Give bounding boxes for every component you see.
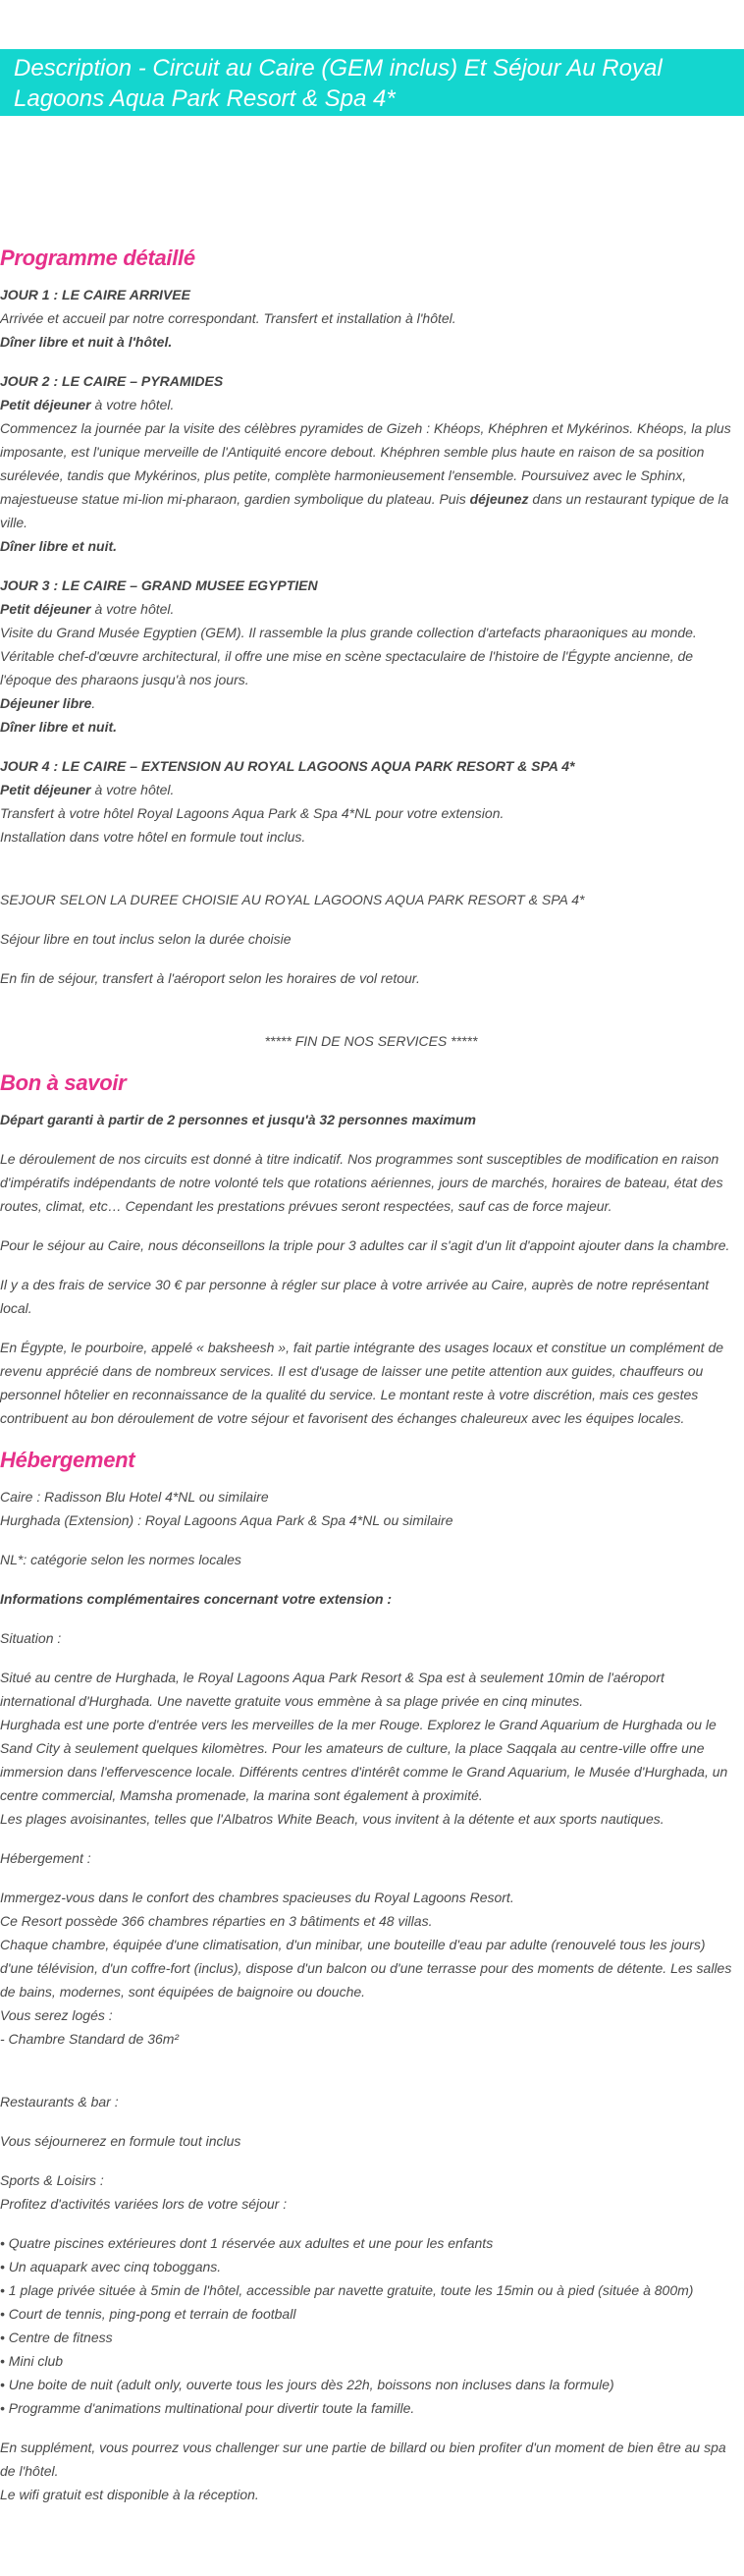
supplement-block (0, 2436, 742, 2506)
programme-heading: Programme détaillé (0, 246, 195, 270)
sports-block (0, 2168, 742, 2216)
day-4 (0, 754, 742, 849)
list-item: • Mini club (0, 2353, 64, 2369)
hotel-line: Caire : Radisson Blu Hotel 4*NL ou similaire (0, 1489, 269, 1505)
day-title: JOUR 4 : LE CAIRE – EXTENSION AU ROYAL LAGOONS AQUA PARK RESORT & SPA 4* (0, 758, 575, 774)
supplement-line: Le wifi gratuit est disponible à la réception. (0, 2487, 259, 2502)
bon-a-savoir-heading: Bon à savoir (0, 1070, 127, 1095)
heb-line: Immergez-vous dans le confort des chambres spacieuses du Royal Lagoons Resort. (0, 1890, 514, 1905)
day-line (0, 416, 742, 534)
day-2 (0, 369, 742, 558)
depart-garanti: Départ garanti à partir de 2 personnes et jusqu'à 32 personnes maximum (0, 1112, 476, 1127)
sports-list (0, 2231, 742, 2420)
day-line: Installation dans votre hôtel en formule tout inclus. (0, 829, 306, 845)
day-line-bold: Petit déjeuner (0, 782, 91, 797)
situation-line: Hurghada est une porte d'entrée vers les merveilles de la mer Rouge. Explorez le Grand Aquarium de Hurghada ou le Sand City à seulement quelques kilomètres. Pour les amateurs de culture, la place Saqqala au centre-ville offre une immersion dans l'effervescence locale. Différents centres d'intérêt comme le Grand Aquarium, le Musée d'Hurghada, un centre commercial, Mamsha promenade, la marina sont également à proximité. (0, 1717, 728, 1803)
day-line (0, 691, 742, 715)
day-line-bold: Petit déjeuner (0, 397, 91, 412)
fin-services: ***** FIN DE NOS SERVICES ***** (264, 1033, 478, 1049)
list-item: • Une boite de nuit (adult only, ouverte tous les jours dès 22h, boissons non incluses dans la formule) (0, 2377, 614, 2392)
day-line-bold: déjeunez (469, 491, 529, 507)
hotel-line: Hurghada (Extension) : Royal Lagoons Aqua Park & Spa 4*NL ou similaire (0, 1512, 453, 1528)
list-item: • Programme d'animations multinational pour divertir toute la famille. (0, 2400, 415, 2416)
day-line-bold: Dîner libre et nuit. (0, 719, 118, 735)
situation-label: Situation : (0, 1630, 62, 1646)
day-line: Visite du Grand Musée Egyptien (GEM). Il rassemble la plus grande collection d'artefacts pharaoniques au monde. Véritable chef-d'œuvre architectural, il offre une mise en scène spectaculaire de l'histoire de l'Égypte ancienne, de l'époque des pharaons jusqu'à nos jours. (0, 625, 697, 687)
restaurants-text: Vous séjournerez en formule tout inclus (0, 2133, 241, 2149)
day-line-bold: Déjeuner libre (0, 695, 92, 711)
nl-note: NL*: catégorie selon les normes locales (0, 1552, 241, 1567)
heb-line: Ce Resort possède 366 chambres réparties en 3 bâtiments et 48 villas. (0, 1913, 433, 1929)
day-title: JOUR 1 : LE CAIRE ARRIVEE (0, 287, 190, 302)
supplement-line: En supplément, vous pourrez vous challenger sur une partie de billard ou bien profiter d'un moment de bien être au spa de l'hôtel. (0, 2439, 726, 2479)
title-banner (0, 49, 744, 116)
heb-block (0, 1886, 742, 2051)
list-item: • Centre de fitness (0, 2329, 113, 2345)
situation-block (0, 1666, 742, 1831)
situation-line: Les plages avoisinantes, telles que l'Albatros White Beach, vous invitent à la détente et aux sports nautiques. (0, 1811, 664, 1827)
end-text: En fin de séjour, transfert à l'aéroport selon les horaires de vol retour. (0, 970, 420, 986)
day-line-rest: à votre hôtel. (90, 782, 175, 797)
hotel-list (0, 1485, 742, 1532)
info-paragraph: Il y a des frais de service 30 € par personne à régler sur place à votre arrivée au Caire, auprès de notre représentant local. (0, 1277, 710, 1316)
info-paragraph: Pour le séjour au Caire, nous déconseillons la triple pour 3 adultes car il s'agit d'un lit d'appoint ajouter dans la chambre. (0, 1237, 730, 1253)
sejour-title: SEJOUR SELON LA DUREE CHOISIE AU ROYAL LAGOONS AQUA PARK RESORT & SPA 4* (0, 892, 585, 907)
day-3 (0, 574, 742, 739)
list-item: • Quatre piscines extérieures dont 1 réservée aux adultes et une pour les enfants (0, 2235, 494, 2251)
day-line-rest: à votre hôtel. (90, 397, 175, 412)
info-paragraph: Le déroulement de nos circuits est donné à titre indicatif. Nos programmes sont susceptibles de modification en raison d'impératifs indépendants de notre volonté tels que rotations aériennes, jours de marchés, horaires de bateau, état des routes, climat, etc… Cependant les prestations prévues seront respectées, sauf cas de force majeur. (0, 1151, 723, 1214)
day-line (0, 778, 742, 801)
day-line-bold: Dîner libre et nuit à l'hôtel. (0, 334, 173, 350)
content-area (0, 244, 742, 2506)
situation-line: Situé au centre de Hurghada, le Royal Lagoons Aqua Park Resort & Spa est à seulement 10min de l'aéroport international d'Hurghada. Une navette gratuite vous emmène à sa plage privée en cinq minutes. (0, 1670, 664, 1709)
info-paragraph: En Égypte, le pourboire, appelé « baksheesh », fait partie intégrante des usages locaux et constitue un complément de revenu apprécié dans de nombreux services. Il est d'usage de laisser une petite attention aux guides, chauffeurs ou personnel hôtelier en reconnaissance de la qualité du service. Le montant reste à votre discrétion, mais ces gestes contribuent au bon déroulement de votre séjour et favorisent des échanges chaleureux avec les équipes locales. (0, 1340, 724, 1426)
day-line (0, 393, 742, 416)
heb-line: - Chambre Standard de 36m² (0, 2031, 180, 2047)
day-line-text: Commencez la journée par la visite des célèbres pyramides de Gizeh : Khéops, Khéphren et Mykérinos. Khéops, la plus imposante, est l'unique merveille de l'Antiquité encore debout. Khéphren semble plus haute en raison de sa position surélevée, tandis que Mykérinos, plus petite, complète harmonieusement l'ensemble. Poursuivez avec le Sphinx, majestueuse statue mi-lion mi-pharaon, gardien symbolique du plateau. Puis (0, 420, 731, 507)
list-item: • 1 plage privée située à 5min de l'hôtel, accessible par navette gratuite, toute les 15min ou à pied (située à 800m) (0, 2282, 694, 2298)
sports-intro: Profitez d'activités variées lors de votre séjour : (0, 2196, 288, 2212)
sports-label: Sports & Loisirs : (0, 2172, 104, 2188)
info-title: Informations complémentaires concernant votre extension : (0, 1591, 393, 1607)
hebergement-heading: Hébergement (0, 1448, 135, 1472)
page-title: Description - Circuit au Caire (GEM inclus) Et Séjour Au Royal Lagoons Aqua Park Resort & Spa 4* (14, 55, 663, 112)
list-item: • Un aquapark avec cinq toboggans. (0, 2259, 222, 2275)
heb-label: Hébergement : (0, 1850, 91, 1866)
day-line: Arrivée et accueil par notre correspondant. Transfert et installation à l'hôtel. (0, 310, 456, 326)
day-line-rest: à votre hôtel. (90, 601, 175, 617)
day-title: JOUR 2 : LE CAIRE – PYRAMIDES (0, 373, 224, 389)
day-line (0, 597, 742, 621)
day-title: JOUR 3 : LE CAIRE – GRAND MUSEE EGYPTIEN (0, 577, 318, 593)
list-item: • Court de tennis, ping-pong et terrain de football (0, 2306, 296, 2322)
day-1 (0, 283, 742, 354)
sejour-text: Séjour libre en tout inclus selon la durée choisie (0, 931, 292, 947)
day-line: Transfert à votre hôtel Royal Lagoons Aqua Park & Spa 4*NL pour votre extension. (0, 805, 505, 821)
heb-line: Chaque chambre, équipée d'une climatisation, d'un minibar, une bouteille d'eau par adulte (renouvelé tous les jours) d'une télévision, d'un coffre-fort (inclus), dispose d'un balcon ou d'une terrasse pour des moments de détente. Les salles de bains, modernes, sont équipées de baignoire ou douche. (0, 1937, 732, 2000)
day-line-bold: Petit déjeuner (0, 601, 91, 617)
day-line-bold: Dîner libre et nuit. (0, 538, 118, 554)
day-line-rest: dans un restaurant typique de la ville. (0, 491, 729, 530)
restaurants-label: Restaurants & bar : (0, 2094, 119, 2110)
heb-line: Vous serez logés : (0, 2007, 113, 2023)
day-line-rest: . (91, 695, 96, 711)
